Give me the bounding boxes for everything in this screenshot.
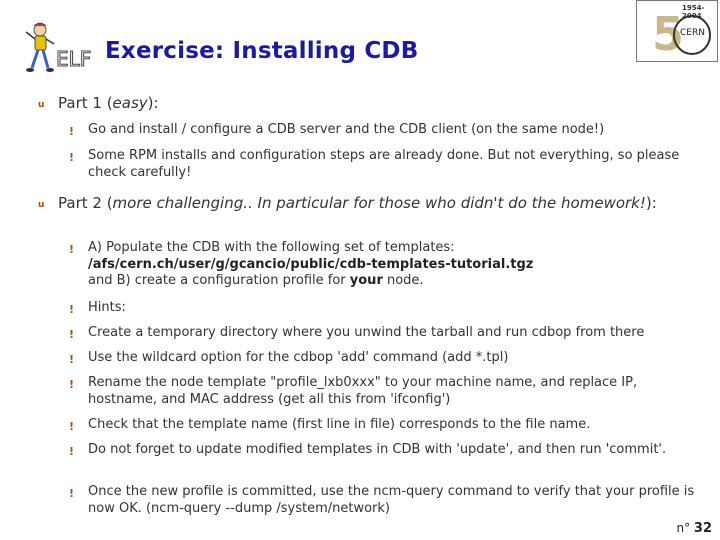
page-title: Exercise: Installing CDB (105, 38, 419, 64)
list-item: ! Create a temporary directory where you unwind the tarball and run cdbop from there (88, 325, 700, 342)
list-item: ! Use the wildcard option for the cdbop 'add' command (add *.tpl) (88, 350, 700, 367)
list-item: ! Do not forget to update modified templates in CDB with 'update', and then run 'commit'. (88, 442, 700, 459)
svg-text:5: 5 (652, 7, 685, 61)
list-item: ! Go and install / configure a CDB server and the CDB client (on the same node!) (88, 122, 700, 139)
bullet-icon: ! (69, 243, 75, 256)
bullet-icon: ! (69, 328, 75, 341)
part2-heading: u Part 2 (more challenging.. In particular for those who didn't do the homework!): (58, 194, 698, 213)
bullet-icon: ! (69, 378, 75, 391)
svg-text:ELF: ELF (56, 47, 92, 71)
bullet-icon: ! (69, 487, 75, 500)
list-item: ! Check that the template name (first line in file) corresponds to the file name. (88, 417, 700, 434)
templates-path: /afs/cern.ch/user/g/gcancio/public/cdb-templates-tutorial.tgz (88, 256, 534, 272)
part1-heading: u Part 1 (easy): (58, 94, 698, 113)
bullet-icon: ! (69, 420, 75, 433)
bullet-icon: u (38, 100, 45, 110)
list-item: ! Hints: (88, 300, 700, 317)
list-item: ! Some RPM installs and configuration steps are already done. But not everything, so please check carefully! (69, 148, 680, 180)
cern-logo-years: 1954-2004 (682, 4, 705, 20)
bullet-icon: ! (69, 125, 75, 138)
bullet-icon: u (38, 200, 45, 210)
page-number: n° 32 (676, 521, 712, 536)
bullet-icon: ! (69, 353, 75, 366)
bullet-icon: ! (69, 303, 75, 316)
list-item-populate: ! A) Populate the CDB with the following set of templates: /afs/cern.ch/user/g/gcancio/public/cdb-templates-tutorial.tgz and B) create a configuration profile for your node. (69, 240, 534, 288)
bullet-icon: ! (69, 445, 75, 458)
elfms-logo-text (22, 20, 23, 21)
bullet-icon: ! (69, 151, 75, 164)
list-item: ! Once the new profile is committed, use the ncm-query command to verify that your profile is now OK. (ncm-query --dump /system/network) (69, 484, 695, 516)
elfms-logo (22, 20, 102, 76)
cern-50-logo (636, 0, 718, 62)
cern-logo-text: CERN (680, 28, 705, 38)
list-item: ! Rename the node template "profile_lxb0xxx" to your machine name, and replace IP, hostname, and MAC address (get all this from 'ifconfig') (69, 375, 638, 407)
